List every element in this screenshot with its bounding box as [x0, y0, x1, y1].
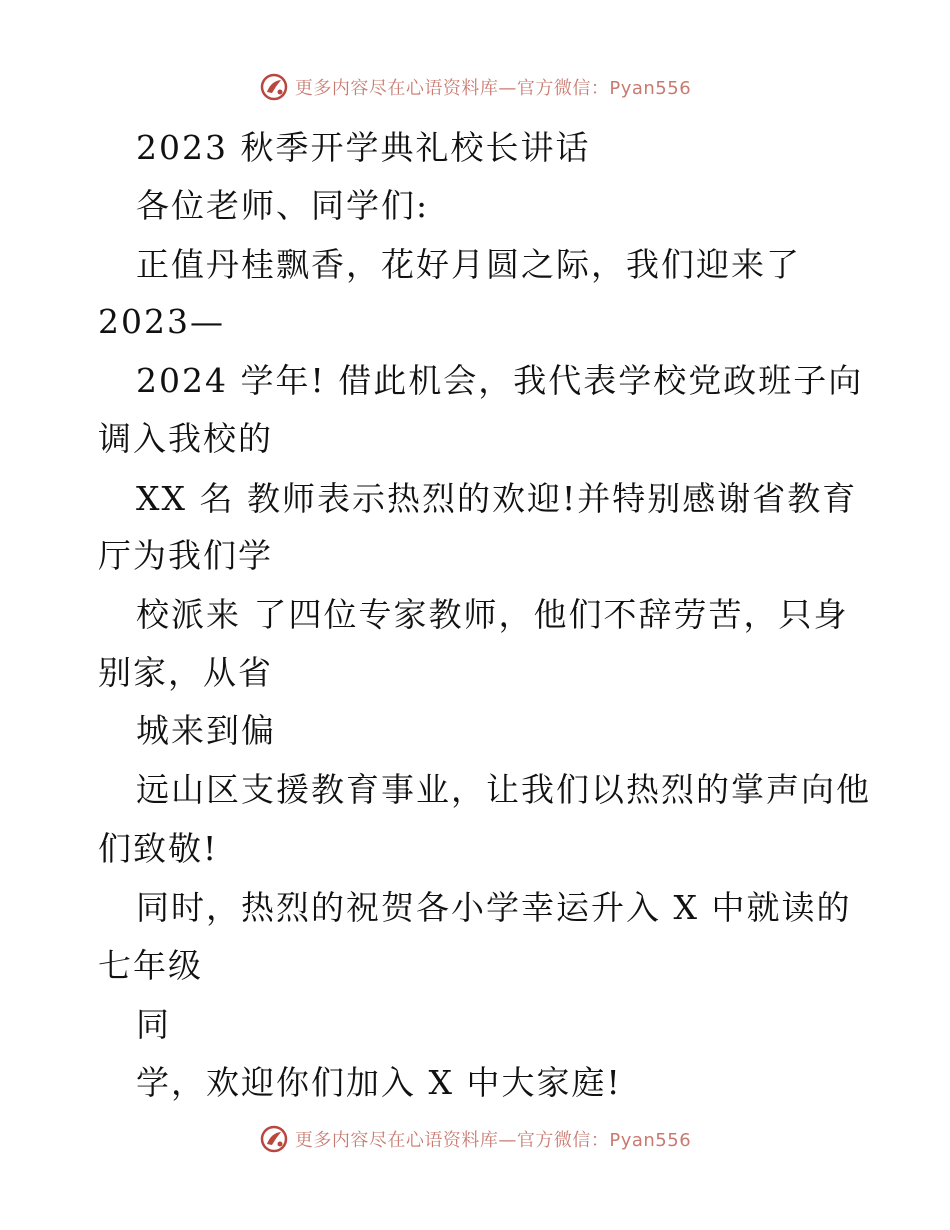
header-banner-text: 更多内容尽在心语资料库—官方微信：Pyan556: [294, 78, 692, 99]
paragraph-line: 别家，从省: [98, 653, 273, 692]
paragraph-line: 2024 学年! 借此机会，我代表学校党政班子向: [136, 361, 864, 400]
paragraph-line: 们致敬!: [98, 829, 219, 868]
paragraph-line: XX 名 教师表示热烈的欢迎!并特别感谢省教育: [136, 479, 858, 518]
footer-banner-text: 更多内容尽在心语资料库—官方微信：Pyan556: [294, 1130, 692, 1151]
header-banner: [0, 72, 950, 102]
paragraph-line: 城来到偏: [136, 711, 276, 750]
paragraph-line: 正值丹桂飘香，花好月圆之际，我们迎来了: [136, 245, 801, 284]
footer-banner: [0, 1124, 950, 1154]
paragraph-line: 调入我校的: [98, 419, 273, 458]
paragraph-line: 同时，热烈的祝贺各小学幸运升入 X 中就读的: [136, 888, 852, 927]
brand-logo-icon: [259, 72, 289, 102]
paragraph-line: 七年级: [98, 946, 203, 985]
paragraph-line: 远山区支援教育事业，让我们以热烈的掌声向他: [136, 770, 871, 809]
salutation: 各位老师、同学们:: [136, 186, 430, 225]
paragraph-line: 学，欢迎你们加入 X 中大家庭!: [136, 1063, 622, 1102]
paragraph-line: 同: [136, 1005, 171, 1044]
brand-logo-icon: [259, 1124, 289, 1154]
document-title: 2023 秋季开学典礼校长讲话: [136, 128, 591, 167]
paragraph-line: 校派来 了四位专家教师，他们不辞劳苦，只身: [136, 595, 849, 634]
paragraph-line: 2023—: [98, 302, 225, 341]
paragraph-line: 厅为我们学: [98, 536, 273, 575]
